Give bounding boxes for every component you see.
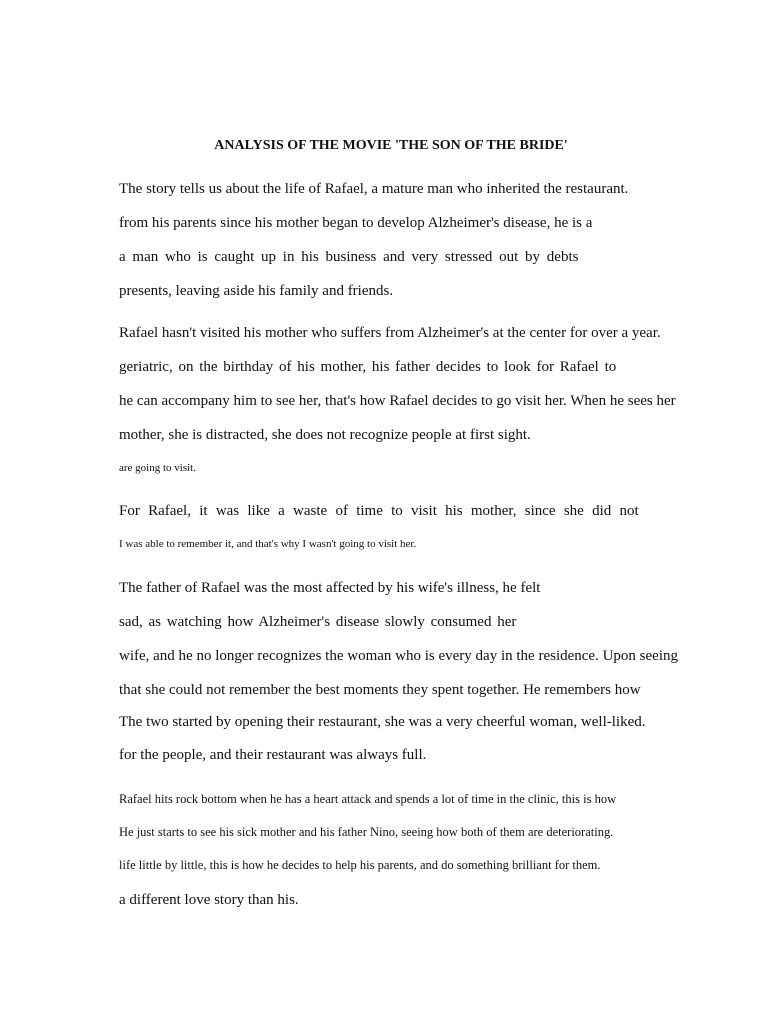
text-line: The story tells us about the life of Rafael, a mature man who inherited the restaurant. [119, 181, 629, 197]
text-line: he can accompany him to see her, that's how Rafael decides to go visit her. When he sees her [119, 393, 676, 409]
text-line: presents, leaving aside his family and friends. [119, 283, 394, 299]
text-line: a different love story than his. [119, 892, 299, 908]
text-line: Rafael hits rock bottom when he has a heart attack and spends a lot of time in the clinic, this is how [119, 792, 617, 806]
text-line: I was able to remember it, and that's why I wasn't going to visit her. [119, 538, 417, 550]
text-line: are going to visit. [119, 462, 196, 474]
text-line: He just starts to see his sick mother and his father Nino, seeing how both of them are deteriorating. [119, 825, 614, 839]
text-line: wife, and he no longer recognizes the woman who is every day in the residence. Upon seeing [119, 648, 678, 664]
text-line: mother, she is distracted, she does not recognize people at first sight. [119, 427, 531, 443]
text-line: for the people, and their restaurant was always full. [119, 747, 427, 763]
text-line: geriatric, on the birthday of his mother, his father decides to look for Rafael to [119, 359, 617, 375]
text-line: Rafael hasn't visited his mother who suffers from Alzheimer's at the center for over a year. [119, 325, 661, 341]
text-line: a man who is caught up in his business and very stressed out by debts [119, 249, 579, 265]
text-line: The two started by opening their restaurant, she was a very cheerful woman, well-liked. [119, 714, 646, 730]
text-line: life little by little, this is how he decides to help his parents, and do something brilliant for them. [119, 858, 601, 872]
document-title: ANALYSIS OF THE MOVIE 'THE SON OF THE BRIDE' [214, 138, 568, 153]
text-line: from his parents since his mother began to develop Alzheimer's disease, he is a [119, 215, 593, 231]
text-line: that she could not remember the best moments they spent together. He remembers how [119, 682, 641, 698]
text-line: The father of Rafael was the most affected by his wife's illness, he felt [119, 580, 541, 596]
text-line: For Rafael, it was like a waste of time to visit his mother, since she did not [119, 503, 639, 519]
text-line: sad, as watching how Alzheimer's disease slowly consumed her [119, 614, 517, 630]
